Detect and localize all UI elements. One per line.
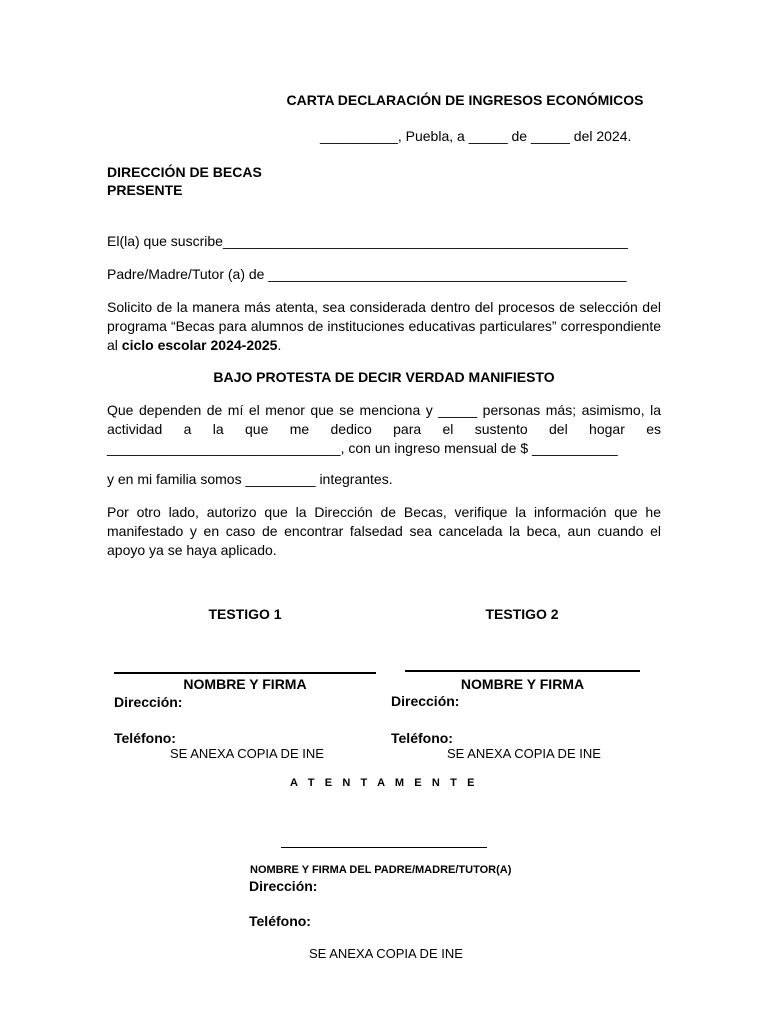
witness1-ine-note: SE ANEXA COPIA DE INE [170,746,324,761]
witness2-signature-line [405,670,640,672]
guardian-ine-note: SE ANEXA COPIA DE INE [309,946,463,961]
addressee [107,163,262,199]
guardian-telefono-label: Teléfono: [249,913,311,929]
witness1-heading: TESTIGO 1 [208,606,282,622]
witness1-telefono-label: Teléfono: [114,730,176,746]
request-paragraph [107,298,661,355]
suscribe-field: El(la) que suscribe____________________________________________________ [107,233,628,249]
guardian-sign-label: NOMBRE Y FIRMA DEL PADRE/MADRE/TUTOR(A) [250,864,512,876]
request-end: . [277,337,282,353]
protesta-heading: BAJO PROTESTA DE DECIR VERDAD MANIFIESTO [213,369,555,385]
witness2-ine-note: SE ANEXA COPIA DE INE [447,746,601,761]
witness1-signature-line [114,672,376,674]
witness2-telefono-label: Teléfono: [391,730,453,746]
closing-atentamente: A T E N T A M E N T E [289,777,479,789]
guardian-direccion-label: Dirección: [249,878,318,894]
familia-line: y en mi familia somos _________ integrantes. [107,471,393,487]
witness2-direccion-label: Dirección: [391,693,460,709]
income-paragraph: Que dependen de mí el menor que se menciona y _____ personas más; asimismo, la actividad a la que me dedico para el sustento del hogar es ______________________________, con un ingreso mensual de $ ___________ [107,402,661,456]
request-cycle: ciclo escolar 2024-2025 [121,337,278,353]
padre-field: Padre/Madre/Tutor (a) de ______________________________________________ [107,266,627,282]
addressee-line1: DIRECCIÓN DE BECAS [107,164,262,180]
document-title: CARTA DECLARACIÓN DE INGRESOS ECONÓMICOS [286,92,644,108]
witness2-sign-label: NOMBRE Y FIRMA [460,676,585,692]
witness1-sign-label: NOMBRE Y FIRMA [183,676,307,692]
addressee-line2: PRESENTE [107,182,183,198]
authorization-paragraph: Por otro lado, autorizo que la Dirección de Becas, verifique la información que he manifestado y en caso de encontrar falsedad sea cancelada la beca, aun cuando el apoyo ya se haya aplicado. [107,504,661,558]
witness2-heading: TESTIGO 2 [485,606,559,622]
request-text: Solicito de la manera más atenta, sea considerada dentro del procesos de selección del programa “Becas para alumnos de instituciones educativas particulares” correspondiente al [107,299,661,353]
date-line: __________, Puebla, a _____ de _____ del 2024. [320,128,632,144]
guardian-signature-line [281,847,487,848]
witness1-direccion-label: Dirección: [114,694,183,710]
